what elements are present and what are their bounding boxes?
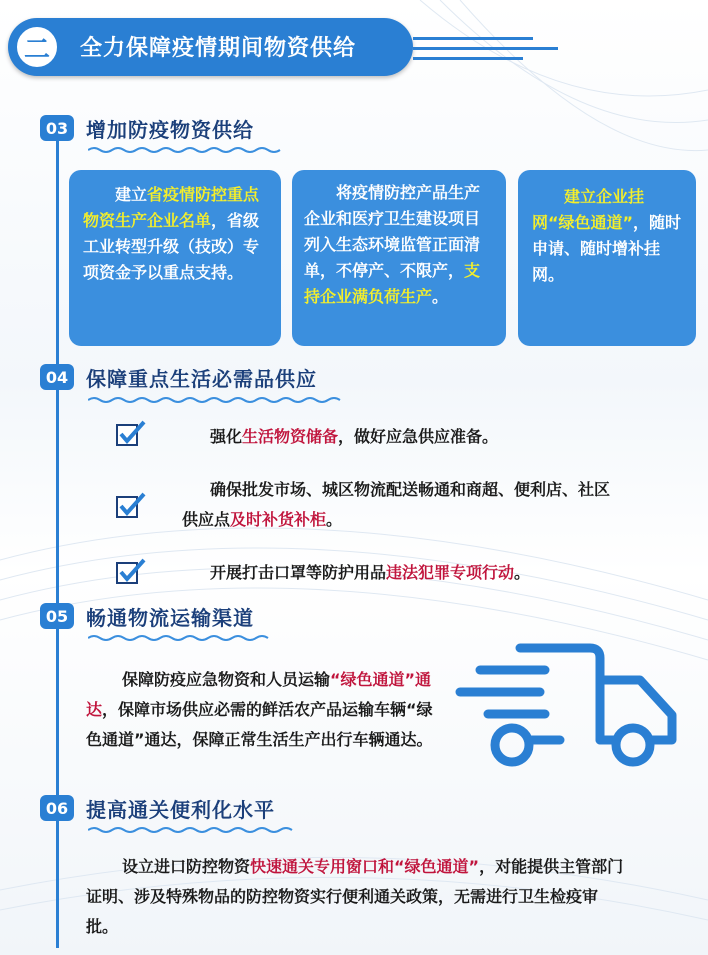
info-card: 建立企业挂网“绿色通道”，随时申请、随时增补挂网。 [518,170,696,346]
header-line [413,47,558,50]
section-number: 06 [40,795,74,821]
header-number: 二 [14,24,60,70]
title-wave [88,396,348,404]
section-number: 03 [40,115,74,141]
logistics-text: 保障防疫应急物资和人员运输“绿色通道”通达，保障市场供应必需的鲜活农产品运输车辆“绿色通道”通达，保障正常生活生产出行车辆通达。 [86,670,433,749]
section-title: 畅通物流运输渠道 [86,606,254,630]
checkbox-icon [116,420,146,446]
truck-icon [450,630,690,780]
timeline-line [56,118,59,948]
checkbox-icon [116,558,146,584]
section-title: 保障重点生活必需品供应 [86,367,317,391]
checklist-item: 确保批发市场、城区物流配送畅通和商超、便利店、社区供应点及时补货补柜。 [182,480,611,529]
info-card: 将疫情防控产品生产企业和医疗卫生建设项目列入生态环境监管正面清单，不停产、不限产，支持企业满负荷生产。 [292,170,506,346]
section-title: 提高通关便利化水平 [86,798,275,822]
info-card: 建立省疫情防控重点物资生产企业名单，省级工业转型升级（技改）专项资金予以重点支持。 [69,170,281,346]
section-number: 04 [40,364,74,390]
checkbox-icon [116,492,146,518]
header-title: 全力保障疫情期间物资供给 [80,36,357,61]
customs-text: 设立进口防控物资快速通关专用窗口和“绿色通道”，对能提供主管部门证明、涉及特殊物品的防控物资实行便利通关政策，无需进行卫生检疫审批。 [86,857,624,936]
header-line [413,37,533,40]
section-number: 05 [40,603,74,629]
header-line [413,57,523,60]
title-wave [88,634,270,642]
checklist-item: 强化生活物资储备，做好应急供应准备。 [210,427,499,446]
section-title: 增加防疫物资供给 [86,118,254,142]
title-wave [88,146,283,154]
checklist-item: 开展打击口罩等防护用品违法犯罪专项行动。 [210,563,531,582]
title-wave [88,826,296,834]
